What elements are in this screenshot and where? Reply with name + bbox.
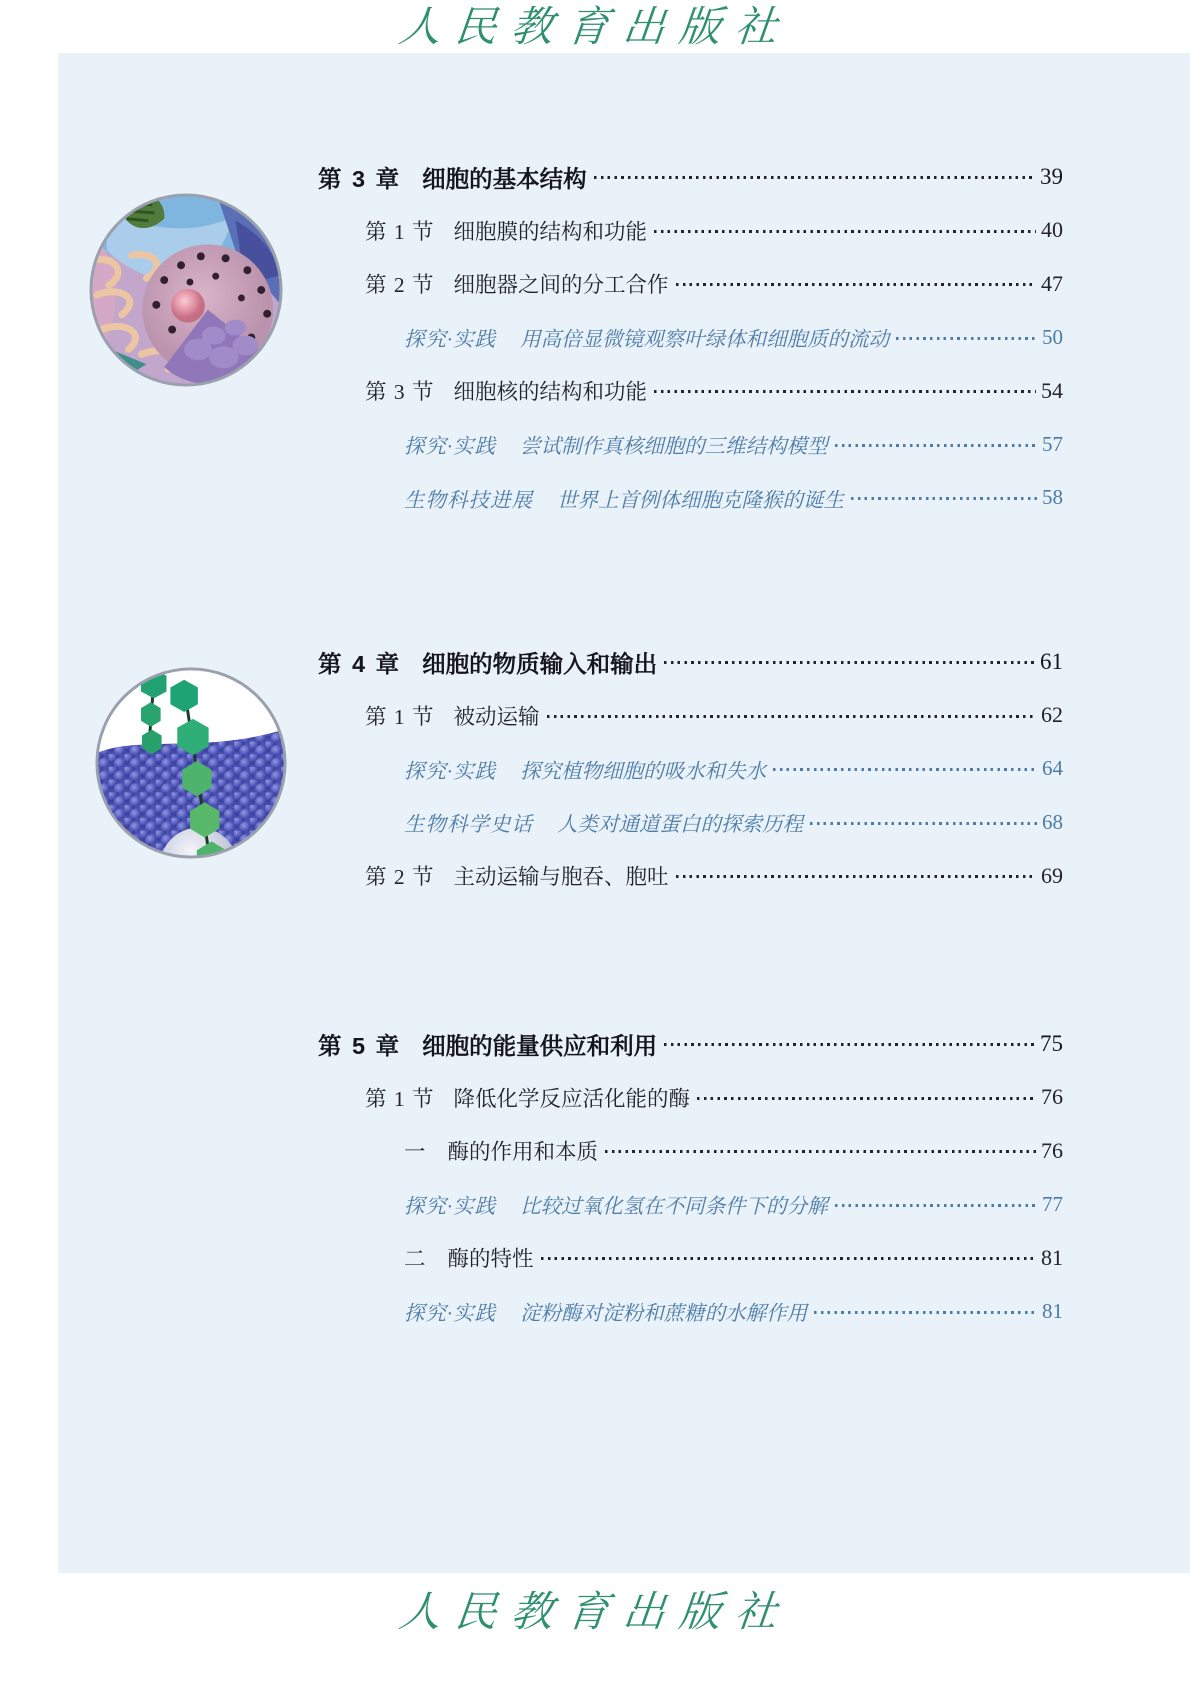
page-number: 77 [1042,1191,1063,1216]
entry-label: 生物科技进展 [404,489,533,512]
entry-title: 降低化学反应活化能的酶 [453,1086,691,1111]
toc-entry [318,1124,1063,1178]
page-number: 68 [1042,809,1063,834]
entry-title: 细胞器之间的分工合作 [453,273,669,298]
dotted-leader [654,390,1036,393]
dotted-leader [594,176,1035,179]
page-number: 69 [1041,862,1063,888]
page-number: 54 [1041,377,1063,403]
publisher-logo-top: 人民教育出版社 [396,2,794,51]
entry-label: 第 1 节 [365,704,435,729]
entry-title: 酶的特性 [447,1247,534,1272]
toc-entry [318,257,1063,311]
entry-title: 细胞的物质输入和输出 [422,650,658,677]
dotted-leader [676,875,1036,878]
toc-chapter-block [318,635,1063,903]
entry-title: 人类对通道蛋白的探索历程 [557,814,803,837]
page-number: 47 [1041,270,1063,296]
dotted-leader [664,1043,1035,1046]
entry-title: 被动运输 [453,704,540,729]
page-number: 62 [1041,702,1063,728]
entry-title: 主动运输与胞吞、胞吐 [453,865,669,890]
entry-label: 探究·实践 [404,760,497,783]
toc-entry [318,311,1063,365]
entry-label: 第 1 节 [365,1086,435,1111]
dotted-leader [697,1097,1036,1100]
toc-entry [318,204,1063,258]
entry-label: 第 1 节 [365,219,435,244]
toc-entry [318,364,1063,418]
page-number: 39 [1040,163,1063,189]
dotted-leader [814,1311,1037,1314]
entry-label: 生物科学史话 [404,814,533,837]
dotted-leader [896,337,1037,340]
dotted-leader [605,1150,1036,1153]
entry-label: 第 5 章 [318,1032,402,1059]
page-number: 76 [1041,1137,1063,1163]
dotted-leader [547,715,1036,718]
toc-entry [318,742,1063,796]
entry-title: 细胞的能量供应和利用 [422,1032,658,1059]
entry-title: 用高倍显微镜观察叶绿体和细胞质的流动 [520,329,890,352]
entry-label: 探究·实践 [404,329,497,352]
entry-label: 探究·实践 [404,436,497,459]
toc-chapter-heading [318,150,1063,204]
entry-label: 探究·实践 [404,1196,497,1219]
entry-label: 第 3 章 [318,165,402,192]
toc-entry [318,418,1063,472]
page-number: 40 [1041,217,1063,243]
dotted-leader [676,283,1036,286]
page-number: 50 [1042,324,1063,349]
toc-chapter-heading [318,635,1063,689]
toc-entry [318,689,1063,743]
toc-entry [318,1231,1063,1285]
dotted-leader [664,661,1035,664]
page-number: 75 [1040,1030,1063,1056]
entry-title: 细胞的基本结构 [422,165,587,192]
toc-entry [318,471,1063,525]
toc-entry [318,1178,1063,1232]
entry-title: 细胞膜的结构和功能 [453,219,648,244]
dotted-leader [654,230,1036,233]
entry-title: 探究植物细胞的吸水和失水 [520,760,767,783]
entry-title: 世界上首例体细胞克隆猴的诞生 [557,489,844,512]
dotted-leader [810,822,1037,825]
toc-chapter-block [318,150,1063,525]
entry-title: 比较过氧化氢在不同条件下的分解 [520,1196,828,1219]
dotted-leader [851,497,1037,500]
toc-entry [318,1071,1063,1125]
page-number: 61 [1040,648,1063,674]
entry-label: 第 2 节 [365,865,435,890]
toc-page [58,53,1190,1573]
toc-entry [318,849,1063,903]
toc-entry [318,796,1063,850]
page-number: 81 [1042,1298,1063,1323]
entry-label: 探究·实践 [404,1303,497,1326]
footer-strip [0,1573,1190,1683]
entry-label: 二 [404,1247,426,1272]
dotted-leader [773,768,1037,771]
dotted-leader [541,1257,1036,1260]
header-strip [0,0,1190,53]
cell-ultrastructure-image [87,191,285,389]
entry-label: 一 [404,1140,426,1165]
page-number: 64 [1042,756,1063,781]
dotted-leader [835,1204,1037,1207]
toc-entry [318,1285,1063,1339]
entry-label: 第 3 节 [365,380,435,405]
entry-title: 尝试制作真核细胞的三维结构模型 [520,436,828,459]
publisher-logo-bottom: 人民教育出版社 [396,1587,794,1636]
toc-chapter-block [318,1017,1063,1338]
entry-title: 细胞核的结构和功能 [453,380,648,405]
page-number: 57 [1042,431,1063,456]
page-number: 58 [1042,485,1063,510]
entry-title: 淀粉酶对淀粉和蔗糖的水解作用 [520,1303,808,1326]
membrane-glycoprotein-image [93,665,289,861]
dotted-leader [835,444,1037,447]
entry-title: 酶的作用和本质 [447,1140,599,1165]
toc-chapter-heading [318,1017,1063,1071]
entry-label: 第 4 章 [318,650,402,677]
page-number: 76 [1041,1084,1063,1110]
entry-label: 第 2 节 [365,273,435,298]
page-number: 81 [1041,1244,1063,1270]
